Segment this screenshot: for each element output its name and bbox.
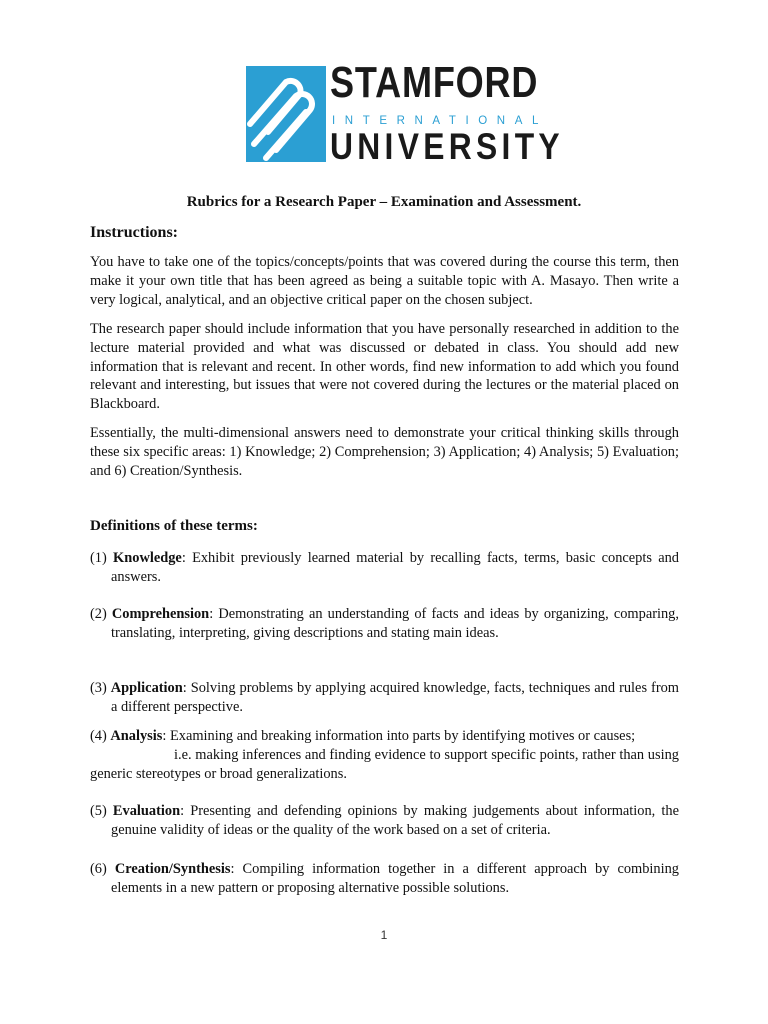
logo-text-stamford: STAMFORD [330, 58, 539, 107]
definition-text: : Exhibit previously learned material by recalling facts, terms, basic concepts and answers. [111, 550, 679, 585]
definition-item [90, 549, 679, 586]
definition-term: Evaluation [112, 803, 181, 819]
definition-text: : Presenting and defending opinions by making judgements about information, the genuine validity of ideas or the quality of the work based on a set of criteria. [111, 803, 679, 838]
instructions-heading: Instructions: [90, 224, 179, 241]
definitions-heading: Definitions of these terms: [90, 518, 258, 534]
logo-text-international: INTERNATIONAL [332, 115, 548, 127]
definition-item [90, 727, 679, 746]
definition-term: Knowledge [113, 550, 182, 566]
logo-text-university: UNIVERSITY [330, 126, 564, 167]
definition-term: Comprehension [111, 606, 210, 622]
definition-term: Application [110, 680, 183, 696]
page-number: 1 [380, 928, 388, 942]
definition-item [90, 860, 679, 897]
definition-number: (1) [90, 550, 107, 566]
university-logo [246, 58, 564, 167]
paragraph-2: The research paper should include information that you have personally researched in addition to the lecture material provided and what was discussed or debated in class. You should add new information that is relevant and recent. In other words, find new information to add which you found relevant and interesting, but issues that were not covered during the lectures or the material placed on Blackboard. [90, 321, 679, 413]
definition-number: (3) [90, 680, 107, 696]
definition-item [90, 679, 679, 716]
definition-item [90, 802, 679, 839]
definition-number: (6) [90, 861, 107, 877]
definition-term: Analysis [110, 728, 163, 744]
definition-text: : Examining and breaking information into parts by identifying motives or causes; [162, 728, 636, 744]
definition-text: : Compiling information together in a different approach by combining elements in a new pattern or proposing alternative possible solutions. [111, 861, 679, 896]
paragraph-1: You have to take one of the topics/concepts/points that was covered during the course this term, then make it your own title that has been agreed as being a suitable topic with A. Masayo. Then write a very logical, analytical, and an objective critical paper on the chosen subject. [90, 254, 679, 308]
definition-item [90, 605, 679, 642]
definition-text: : Solving problems by applying acquired knowledge, facts, techniques and rules from a different perspective. [111, 680, 679, 715]
definition-term: Creation/Synthesis [114, 861, 231, 877]
document-title: Rubrics for a Research Paper – Examination and Assessment. [186, 194, 582, 210]
definition-number: (4) [90, 728, 107, 744]
stamford-logo-mark-icon [246, 66, 326, 162]
definition-number: (2) [90, 606, 107, 622]
definition-number: (5) [90, 803, 107, 819]
definition-continuation: i.e. making inferences and finding evidence to support specific points, rather than using generic stereotypes or broad generalizations. [90, 747, 679, 782]
definition-text: : Demonstrating an understanding of facts and ideas by organizing, comparing, translating, interpreting, giving descriptions and stating main ideas. [111, 606, 679, 641]
paragraph-3: Essentially, the multi-dimensional answers need to demonstrate your critical thinking skills through these six specific areas: 1) Knowledge; 2) Comprehension; 3) Application; 4) Analysis; 5) Evaluation; and 6) Creation/Synthesis. [90, 425, 679, 479]
